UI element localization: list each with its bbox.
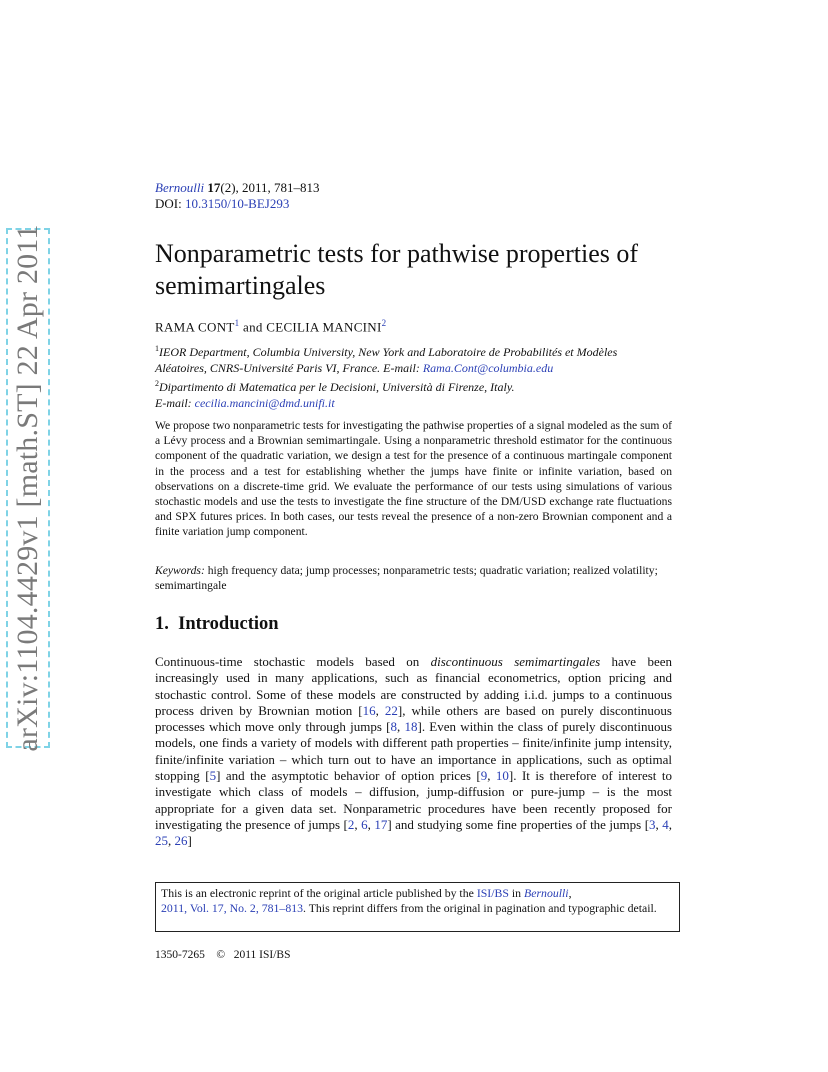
citation-link[interactable]: 25 — [155, 833, 168, 849]
affiliations — [155, 341, 685, 411]
citation-link[interactable]: 8 — [390, 719, 397, 735]
copyright-symbol: © — [216, 949, 226, 961]
arxiv-sidebar-stamp — [6, 224, 50, 752]
journal-citation — [155, 180, 320, 196]
abstract: We propose two nonparametric tests for investigating the pathwise properties of a signal modeled as the sum of a Lévy process and a Brownian semimartingale. Using a nonparametric threshold estimator for the continuous component of the quadratic variation, we design a test for the presence of a continuous martingale component in the process and a test for establishing whether the jumps have finite or infinite variation, based on observations on a discrete-time grid. We evaluate the performance of our tests using simulations of various stochastic models and use the tests to investigate the fine structure of the DM/USD exchange rate fluctuations and SPX futures prices. In both cases, our tests reveal the presence of a non-zero Brownian component and a finite variation jump component. — [155, 419, 672, 539]
section-number: 1. — [155, 614, 169, 634]
citation-link[interactable]: 4 — [662, 816, 669, 832]
journal-issue-pages: (2), 2011, 781–813 — [220, 180, 320, 195]
citation-link[interactable]: 2 — [347, 816, 355, 832]
emphasis: discontinuous semimartingales — [430, 654, 601, 669]
section-heading — [155, 614, 279, 635]
author-affiliation-mark[interactable]: 2 — [381, 318, 387, 328]
doi-link[interactable]: 10.3150/10-BEJ293 — [184, 196, 290, 211]
journal-volume: 17 — [207, 180, 221, 195]
citation-link[interactable]: 6 — [361, 816, 368, 832]
author-list — [155, 318, 386, 335]
keywords-text: high frequency data; jump processes; nonparametric tests; quadratic variation; realized volatility; semimartingale — [155, 564, 658, 593]
affiliation-line: $^2$Dipartimento di Matematica per le Decisioni, Università di Firenze, Italy. — [155, 379, 515, 394]
citation-link[interactable]: 10 — [495, 768, 509, 784]
citation-link[interactable]: 16 — [362, 702, 376, 718]
reprint-notice-box: This is an electronic reprint of the original article published by the ISI/BS in Bernoulli, 2011, Vol. 17, No. 2, 781–813. This reprint differs from the original in pagination and typographic detail. — [155, 882, 680, 932]
affiliation-mark: 1 — [155, 344, 159, 353]
citation-link[interactable]: 18 — [404, 719, 418, 735]
citation-link[interactable]: 2011, Vol. 17, No. 2, 781–813 — [161, 901, 304, 915]
citation-link[interactable]: 26 — [174, 833, 188, 849]
arxiv-identifier: arXiv:1104.4429v1 [math.ST] 22 Apr 2011 — [11, 224, 44, 752]
affiliation-line: $^1$IEOR Department, Columbia University, New York and Laboratoire de Probabilités et Modèles — [155, 344, 618, 359]
affiliation-mark: 2 — [155, 379, 159, 388]
author-name: RAMA CONT — [155, 319, 235, 335]
keywords — [155, 563, 672, 593]
journal-name-link[interactable]: Bernoulli — [155, 180, 205, 195]
issn: 1350-7265 — [155, 949, 205, 961]
paper-title: Nonparametric tests for pathwise properties of semimartingales — [155, 239, 639, 300]
citation-link[interactable]: 9 — [480, 768, 488, 784]
author-name: CECILIA MANCINI — [266, 319, 382, 335]
email-link[interactable]: cecilia.mancini@dmd.unifi.it — [194, 396, 335, 410]
section-title: Introduction — [178, 614, 279, 634]
author-affiliation-mark[interactable]: 1 — [234, 318, 240, 328]
journal-link[interactable]: Bernoulli — [524, 886, 569, 900]
citation-link[interactable]: 3 — [649, 816, 656, 832]
citation-link[interactable]: 5 — [209, 768, 217, 784]
doi-line — [155, 196, 320, 212]
intro-paragraph: Continuous-time stochastic models based on discontinuous semimartingales have been increasingly used in many applications, such as financial econometrics, option pricing and stochastic control. Some of these models are constructed by adding i.i.d. jumps to a continuous process driven by Brownian motion [16, 22], while others are based on purely discontinuous processes which move only through jumps [8, 18]. Even within the class of purely discontinuous models, one finds a variety of models with different path properties – finite/infinite jump intensity, finite/infinite variation – which turn out to have an importance in applications, such as optimal stopping [5] and the asymptotic behavior of option prices [9, 10]. It is therefore of interest to investigate which class of models – diffusion, jump-diffusion or pure-jump – is the most appropriate for a given data set. Nonparametric procedures have been recently proposed for investigating the presence of jumps [2, 6, 17] and studying some fine properties of the jumps [3, 4, 25, 26] — [155, 654, 673, 849]
copyright-holder: 2011 ISI/BS — [233, 949, 291, 961]
publisher-link[interactable]: ISI/BS — [476, 886, 509, 900]
email-link[interactable]: Rama.Cont@columbia.edu — [422, 361, 554, 375]
citation-link[interactable]: 22 — [384, 702, 398, 718]
affiliation-line: Aléatoires, CNRS-Université Paris VI, France. E-mail: Rama.Cont@columbia.edu — [155, 361, 554, 375]
keywords-label: Keywords: — [155, 564, 205, 577]
affiliation-line: E-mail: cecilia.mancini@dmd.unifi.it — [155, 396, 335, 410]
citation-link[interactable]: 17 — [374, 816, 388, 832]
journal-info — [155, 180, 320, 212]
footer — [155, 949, 290, 961]
doi-label: DOI: — [155, 196, 182, 211]
author-connector: and — [243, 319, 263, 335]
